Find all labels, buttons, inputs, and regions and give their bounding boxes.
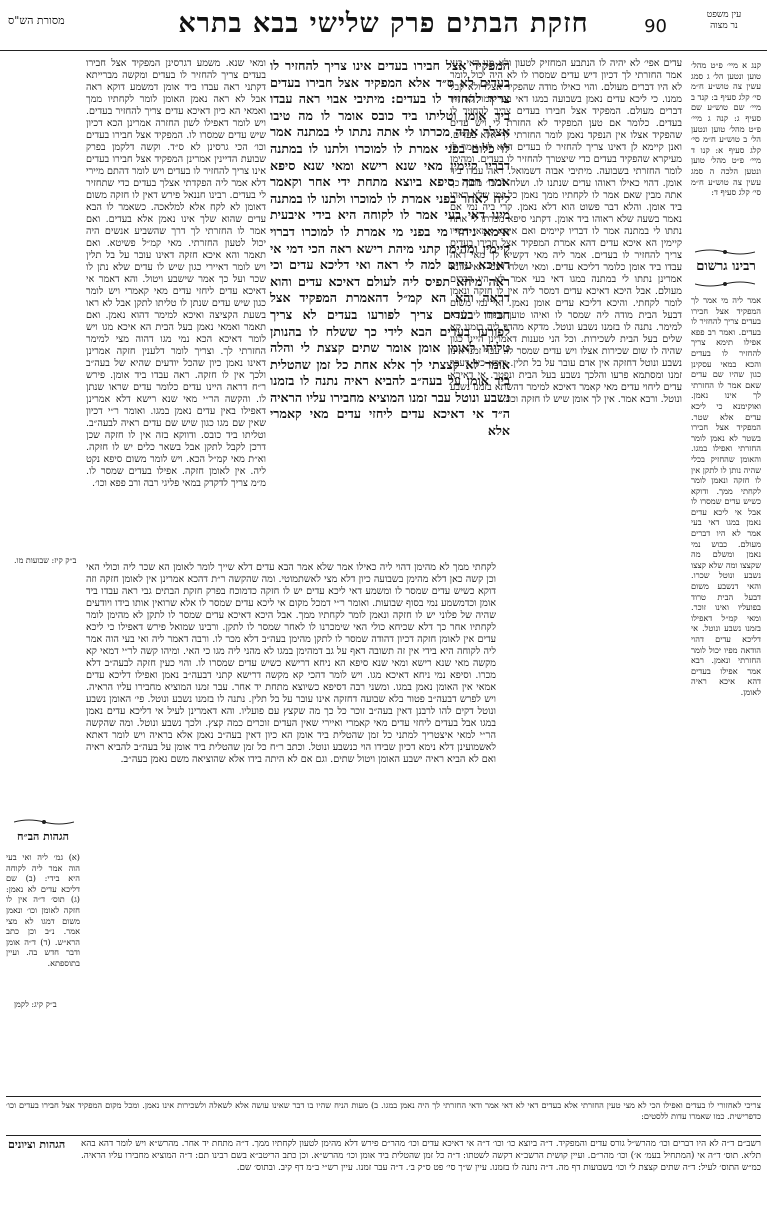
divider: [6, 1096, 761, 1097]
masoret-header: מסורת הש"ס: [8, 14, 65, 27]
rashbam-text: עדים אפי׳ לא יהיה לו הנתבע המחזיק לטעון ולא מגו דאי בעי אמר החזרתי לך דכיון דיש עדים שמסרו לו לא היה יכול לומר לא היו דברים מעולם. והוי כאילו מודה שהפקיד אצלו ולא קבל ממנו. כי ליכא עדים נאמן בשבועה במגו דאי בעי אמר לא היו דברים מעולם. המפקיד אצל חבירו בעדים צריך להחזיר לו בעדים. כלומר אם טען המפקיד לא החזרת לי ויש עדים שהפקיד אצלו אין הנפקד נאמן לומר החזרתי לך אלא בעדים. ואנן קיימא לן דאינו צריך להחזיר לו בעדים דהא לא אמר לו מעיקרא שהפקיד בעדים כדי שיצטרך להחזיר לו בעדים. ומהימן לומר החזרתי בשבועה. מיתיבי אבוה דשמואל. ראה עבדו ביד אומן. דהוי כאילו ראוהו עדים שנתנו לו. ושלח לו כו׳ מתוך כך אתה מבין שאם אמר לו לקחתיו ממך נאמן כל זמן שלא ראהו ביד אומן. והלא דבר פשוט הוא דלא נאמן. קרי ביה נמי אם נאמר בשעה שלא ראוהו ביד אומן. דקתני סיפא מכרתו לי אתה נתתו לי במתנה אמר לו דבריו קיימים ואם איתא אמאי דבריו קיימין הא איכא עדים דהא אמרת המפקיד אצל חבירו בעדים צריך להחזיר לו בעדים. אמר ליה מאי דקשיא לך מאי ראה עבדו ביד אומן כלומר דליכא עדים. ומאי ושלח דבכי האי גוונא אמרינן נתתו לי במתנה במגו דאי בעי אמר לא היו דברים מעולם. אבל היכא דאיכא עדים דמסר ליה אין לו חזקה ונאמן לומר לקחתי. והיכא דליכא עדים אומן נאמן. ואי נמי משום דבעל הבית מודה ליה שמסר לו ואיהו טוען נתתו לי ליכא למימר. נתנה לו בזמנו נשבע ונוטל. מדקא מהדר ליה בזמנו קא שלים בעל הבית לשכירות. וכל הני טענות דאמרינן היינו כגון שהיה לו שום שכירות אצלו ויש עדים שמסר לו. עבר זמנו אינו נשבע ונוטל דחזקה אין אדם עובר על בל תלין. והכא כיון דעבר זמנו ומסתמא פרעו והלכך נשבע בעל הבית ונפטר. אי דאיכא עדים ליחוי עדים מאי קאמר דאיכא למימר דהשתא בזמנו נשבע ונוטל. ורבא אמר. אין לך אומן שיש לו חזקה וכו׳.: [450, 58, 682, 405]
ornament-divider-icon: [695, 280, 755, 288]
hagahot-text: (א) גמ׳ ליה ואי בעי הוה אמר ליה לקוחה היא בידי: (ב) שם דליכא עדים לא נאמן: (ג) תוס׳ ד״ה אין לו חזקה לאומן וכו׳ ונאמן משום דמגו לא מצי אמר. נ״ב וכן כתב הרא״ש. (ד) ד״ה אומן ודבר חדש בה. ועיין בתוספתא.: [6, 852, 80, 968]
page-header: [0, 6, 767, 51]
ein-mishpat-text: קנג א מיי׳ פ״ט מהל׳ טוען ונטען הל׳ ג סמג עשין צה טוש״ע ח״מ סי׳ קלג סעיף ב: קנד ב מיי׳ שם טוש״ע שם סעיף ג: קנה ג מיי׳ פ״ט מהל׳ טוען ונטען הל׳ ב טוש״ע ח״מ סי׳ קלג סעיף א: קנו ד מיי׳ פ״ט מהל׳ טוען ונטען הלכה ה סמג עשין צה טוש״ע ח״מ סי׳ קלג סעיף ד:: [691, 60, 761, 198]
gemara-text: המפקיד אצל חבירו בעדים אינו צריך להחזיר לו בעדים לא ס״ד אלא המפקיד אצל חבירו בעדים צריך להחזיר לו בעדים: מיתיבי אבוי ראה עבדו ביד אומן וטליתו ביד כובס אומר לו מה טיבו אצלך אתה מכרתו לי אתה נתתו לי במתנה אמר לו כלום בפני אמרת לו למוכרו ולתנו לו במתנה דבריו קיימין מאי שנא רישא ומאי שנא סיפא אמר רבה סיפא ביוצא מתחת ידי אחר וקאמר ליה לאחר בפני אמרת לו למוכרו ולתנו לו במתנה מיגו דאי בעי אמר לו לקוחה היא בידי איבעית אימא ניחזי מי בפני מי אמרת לו למוכרו דברוי קיימין ומהימן קתני מיהת רישא ראה הכי דמי אי דאיכא עדים למה לי ראה ואי דליכא עדים וכי ראה מיהא תפיס ליה לעולם דאיכא עדים והוא דראה והא הא קמ״ל דהאמרת המפקיד אצל חבירו בעדים צריך לפורעו בעדים לא צריך לפורעו בעדים הבא לידי כך ששלח לו בהנותן טליתו לאומן אומן אומר שתים קצצת לי והלה אומר לא קצצתי לך אלא אחת כל זמן שהטלית ביד אומן על בעה״ב להביא ראיה נתנה לו בזמנו נשבע ונוטל עבר זמנו המוציא מחבירו עליו הראיה ה״ד אי דאיכא עדים ליחזי עדים מאי קאמרי אלא: [270, 58, 510, 439]
rabbenu-gershom-title: רבינו גרשום: [696, 259, 756, 274]
ein-mishpat-header: עין משפט נר מצוה: [706, 10, 742, 31]
bottom-notes-text: צריכי לאחזורי לו בעדים ואפילו הכי לא מצי טעין החזרתי אלא בעדים דאי לא דאי אמר ודאי החזרתי לך היה נאמן במגו. ב) מעות הניח שהיו בו דבר שאינו עושה אלא לשאלה ולשכירות אינו נאמן. ומכל מקום המפקיד אצל חבירו בעדים וכו׳ כדפרישית. כמו שאמרו עדות ללסטים:: [6, 1100, 761, 1121]
tosafot-lower-text: לקחתי ממך לא מהימן דהוי ליה כאילו אמר שלא אמר הבא עדים דלא שייך לומר לאומן הא שכר ליה וכולי האי וכן קשה כאן דלא מהימן בשבועה כיון דלא מצי לאשתמוטי. ומה שהקשה ר״ת דהכא אמרינן אין לאומן חזקה וזה דוקא כשיש עדים שמסר לו ומשמע דאי ליכא עדים יש לו חזקה כדמוכח בפרק חזקת הבתים גבי ראה עבדו ביד אומן וכדמשמע נמי בסוף שבועות. ואומר ר״י דמכל מקום אי ליכא עדים שמסר לו אלא שרואין אותו בידו ויודעים שהיה של פלוני יש לו חזקה ונאמן לומר לקחתיו ממך. אבל היכא דאיכא עדים שמסר לו לתקן לא מהימן לומר לקחתיו אחר כך דלא שכיחא כולי האי שימכרנו לו לאחר שמסר לו לתקן. ורבינו שמואל פירש דאפילו כי ליכא עדים אין לאומן חזקה דכיון דהודה שמסר לו לתקן מהימן בעה״ב דלא מכר לו. ורבה דאמר ליה ואי בעי הוה אמר ליה לקוחה היא בידי אין זה תשובה דאף על גב דמהימן במגו לא מהני ליה מגו כי האי. ומיהו קשה לר״י דמאי קא מקשה מאי שנא רישא ומאי שנא סיפא הא ניחא דרישא כשיש עדים שמסרו לו. והוי כעין חזקה לבעה״ב דלא מכרו. וסיפא נמי ניחא דאיכא מגו. ויש לומר דהכי קא מקשה דרישא קתני דבעה״ב נאמן ואפילו דליכא עדים אמאי אין האומן נאמן במגו. ומשני רבה דסיפא כשיוצא מתחת יד אחר. עבר זמנו המוציא מחבירו עליו הראיה. ויש לפרש דבעה״ב פטור בלא שבועה דחזקה אינו עובר על בל תלין. נתנה לו בזמנו נשבע ונוטל. פי׳ האומן נשבע ונוטל דקים להו לרבנן דאין בעה״ב זוכר כל כך מה שקצץ עם פועליו. והא דאמרינן לעיל אי דליכא עדים נאמן במגו אבל בעדים ליחזי עדים מאי קאמרי ואיירי שאין העדים זוכרים כמה קצץ. ולכך נשבע ונוטל. ומה שהקשה הר״י למאי איצטריך למתני כל זמן שהטלית ביד אומן הא כיון דאין בעה״ב נאמן אלא בראיה ויש לומר דאתא לאשמועינן דלא נימא דכיון שבידו הוי כנשבע ונוטל. וכתב ר״ח כל זמן שהטלית ביד אומן על בעה״ב להביא ראיה ואם לא הביא ראיה ישבע האומן ויטול שתים. וגם אם לא היתה בידו אלא שהוציאה משם נאמן בעה״ב.: [86, 562, 496, 765]
page-title: חזקת הבתים פרק שלישי בבא בתרא: [178, 8, 589, 39]
hagahot-column: [6, 852, 80, 1082]
page-number: 90: [644, 16, 667, 37]
gemara-column: [270, 58, 510, 553]
footer-text: רשב״ם ד״ה לא היו דברים וכו׳ מהרש״ל גורס עדים והמפקיד. ד״ה ביוצא כו׳ וכו׳ ד״ה אי דאיכא עדים וכו׳ מהר״ם פירש דלא מהימן לטעון לקחתיו ממך. ד״ה מתחת יד אחר. מהרש״א ויש לומר דהא בהא תליא. תוס׳ ד״ה אי (המתחיל בעמ׳ א׳) וכו׳ מהר״ם. ועיין קושית הרשב״א דקשה לשטתו: ד״ה כל זמן שהטלית ביד אומן וכו׳ מהרש״א. וכן כתב הריטב״א בשם רבינו תם: ד״ה המוציא מחבירו עליו הראיה. כמ״ש התוס׳ לעיל: ד״ה שתים קצצת לי וכו׳ בשבועות דף מה. ד״ה נתנה לו בזמנו. עיין ש״ך סי׳ פט ס״ק ב׳. ד״ה עבר זמנו. עיין רש״י ב״מ דף קיב. ובתוס׳ שם.: [81, 1139, 761, 1173]
ornament-divider-icon: [14, 818, 74, 826]
footer-title: הגהות וציונים: [8, 1138, 66, 1151]
tosafot-lower-column: [86, 562, 496, 1082]
bottom-notes: [6, 1100, 761, 1130]
tosafot-text: ומאי שנא. משמע דגרסינן המפקיד אצל חבירו בעדים צריך להחזיר לו בעדים ומקשה מברייתא דקתני ראה עבדו ביד אומן דמשמע דוקא ראה אבל לא ראה נאמן האומן לומר לקחתיו ממך ואמאי הא כיון דאיכא עדים צריך להחזיר בעדים. ויש לומר דאפילו לשון החזרה אמרינן הכא דכיון שיש עדים שמסרו לו. המפקיד אצל חבירו בעדים וכו׳ הכי גרסינן לא ס״ד. וקשה דלקמן בפרק שבועת הדיינין אמרינן המפקיד אצל חבירו בעדים אינו צריך להחזיר לו בעדים ויש לומר דהתם מיירי דלא אמר ליה הפקדתי אצלך בעדים כדי שתחזיר לי בעדים. רבינו חננאל פירש דאין לו חזקה משום דאומן לא לקח אלא למלאכה. כשאמר לו הבא עדים שהוא שלך אינו נאמן אלא בעדים. ואם אמר לו החזרתי לך דרך שהשביע אנשים היה יכול לטעון החזרתי. מאי קמ״ל פשיטא. ואם תאמר והא איכא חזקה דאינו עובר על בל תלין ויש לומר דאיירי כגון שיש לו עדים שלא נתן לו שכר ועל כך אמר שישבע ויטול. והא דאמר אי דאיכא עדים ליחזי עדים מאי קאמרי ויש לומר כגון שיש עדים שנתן לו טליתו לתקן אבל לא ראו בשעת הקציצה ואיכא למימר דהוא נאמן. ואם תאמר ואמאי נאמן בעל הבית הא איכא מגו ויש לומר דאיכא הכא נמי מגו דהוה מצי למימר החזרתי לך. וצריך לומר דלענין חזקה אמרינן דאינו נאמן כיון שהכל יודעים שהיא של בעה״ב ולכך אין לו חזקה. ראה עבדו ביד אומן. פירש ר״ח דראה היינו עדים כלומר עדים שראו שנתן לו. והקשה הר״י מאי שנא רישא דלא אמרינן דאפילו באין עדים נאמן במגו. ואומר ר״י דכיון שאין שם מגו כגון שיש שם עדים ראיה לבעה״ב. וטליתו ביד כובס. ודווקא בזה אין לו חזקה שכן דרכן לקבל לתקן אבל בשאר כלים יש לו חזקה. וא״ת מאי קמ״ל הכא. ויש לומר משום סיפא נקט ליה. אין לאומן חזקה. אפילו בעדים שמסר לו. מ״מ צריך לדקדק במאי פליגי רבה ורב פפא וכו׳.: [86, 58, 266, 489]
hagahot-title: הגהות הב״ח: [17, 830, 69, 843]
footer-notes: [81, 1138, 761, 1228]
masoret-note: ב״ק קיז: שבועות מו.: [14, 556, 77, 565]
ein-mishpat-column: [691, 60, 761, 250]
rabbenu-gershom-text: אמר ליה מי אמר לך המפקיד אצל חבירו בעדים צריך להחזיר לו בעדים. ואמר רב פפא אפילו תימא צריך להחזיר לו בעדים והכא במאי עסקינן כגון שהיו שם עדים שאם אמר לו החזרתי לך אינו נאמן. ואוקימנא כי ליכא עדים אלא שטר. המפקיד אצל חבירו בשטר לא נאמן לומר החזרתי ואפילו במגו. והאומן שהחזיק בכלי שהיה נותן לו לתקן אין לו חזקה ונאמן לומר לקחתי ממך. ודוקא כשיש עדים שמסרו לו אבל אי ליכא עדים נאמן במגו דאי בעי אמר לא היו דברים מעולם. כבוש נמי נאמן ומשלם מה שקצצו ומה שלא קצצו נשבע ונוטל שכרו. והאי דנשבע משום דבעל הבית טרוד בפועליו ואינו זוכר. ומאי קמ״ל דאפילו בזמנו נשבע ונוטל. אי דליכא עדים דהוי הודאה מפיו יכול לומר החזרתי ונאמן. רבא אמר אפילו בעדים דהא איכא ראיה לאומן.: [691, 295, 761, 697]
rabbenu-gershom-column: [691, 295, 761, 1085]
ornament-divider-icon: [695, 248, 755, 256]
divider: [6, 1135, 761, 1136]
masoret-note: ב״ק קיג: לקמן: [14, 1000, 57, 1009]
